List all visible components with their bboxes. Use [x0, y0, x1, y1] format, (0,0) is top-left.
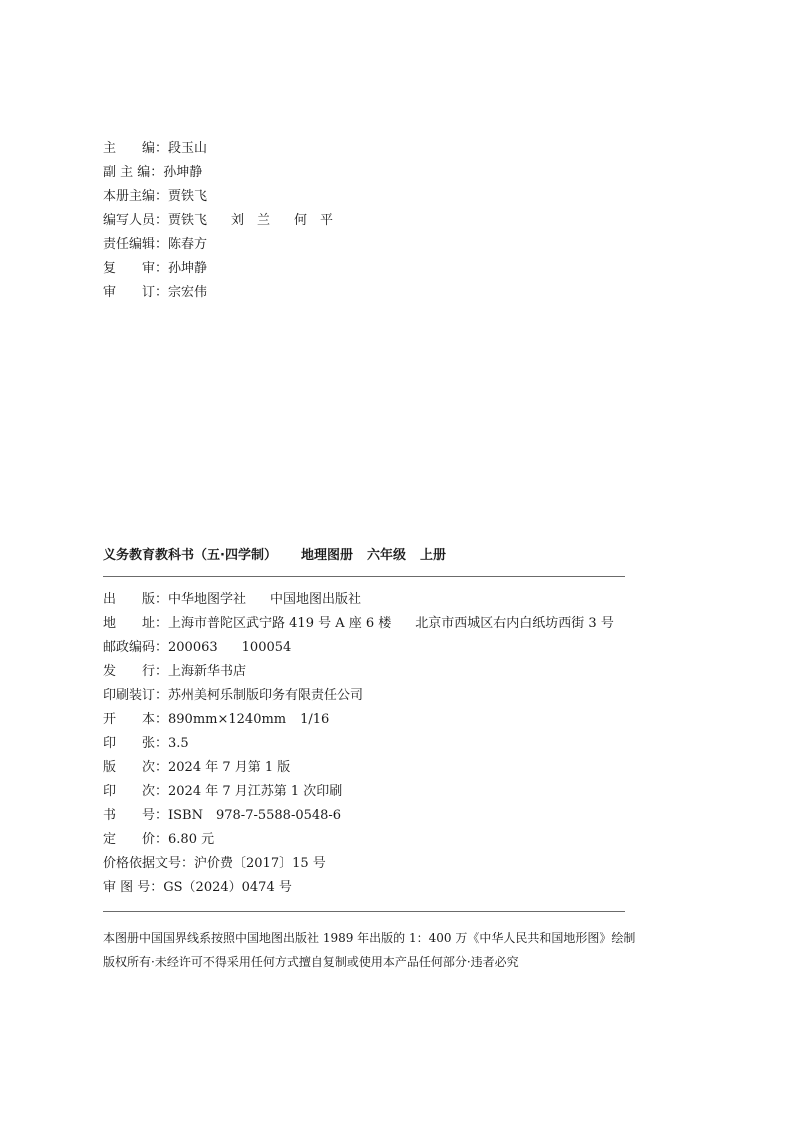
pub-label: 出 版： — [103, 592, 169, 607]
credit-writer-2: 刘 兰 — [231, 213, 271, 228]
pub-value-2: 北京市西城区右内白纸坊西街 3 号 — [415, 616, 614, 631]
pub-label: 印 张： — [103, 736, 169, 751]
credit-label: 编写人员： — [103, 213, 169, 228]
pub-value: 2024 年 7 月江苏第 1 次印刷 — [168, 784, 343, 799]
pub-value: 890mm×1240mm — [168, 712, 287, 727]
credit-label: 复 审： — [103, 261, 169, 276]
pub-value: ISBN 978-7-5588-0548-6 — [168, 808, 342, 823]
pub-value: 上海新华书店 — [168, 664, 247, 679]
credit-value: 段玉山 — [168, 141, 208, 156]
credit-label: 本册主编： — [103, 189, 169, 204]
credit-chief-editor — [103, 141, 207, 157]
pub-label: 印 次： — [103, 784, 169, 799]
credit-writers — [103, 213, 333, 229]
credit-value: 贾铁飞 — [168, 189, 208, 204]
credit-label: 副 主 编： — [103, 165, 164, 180]
pub-value-2: 100054 — [241, 640, 292, 655]
pub-impression — [103, 784, 342, 800]
credit-value: 孙坤静 — [163, 165, 203, 180]
book-title — [103, 544, 446, 563]
pub-label: 印刷装订： — [103, 688, 169, 703]
credit-responsible-editor — [103, 237, 207, 253]
boundary-note: 本图册中国国界线系按照中国地图出版社 1989 年出版的 1：400 万《中华人民共和国地形图》绘制 — [103, 931, 636, 945]
credit-writer-3: 何 平 — [294, 213, 334, 228]
pub-address — [103, 616, 614, 632]
credit-deputy-editor — [103, 165, 202, 181]
pub-label: 价格依据文号： — [103, 856, 195, 871]
pub-label: 邮政编码： — [103, 640, 169, 655]
pub-label: 地 址： — [103, 616, 169, 631]
copyright-note: 版权所有·未经许可不得采用任何方式擅自复制或使用本产品任何部分·违者必究 — [103, 955, 519, 969]
pub-price — [103, 832, 214, 848]
credit-value: 陈春方 — [168, 237, 208, 252]
credit-label: 责任编辑： — [103, 237, 169, 252]
credit-value: 宗宏伟 — [168, 285, 208, 300]
credit-label: 主 编： — [103, 141, 169, 156]
pub-map-review — [103, 880, 292, 896]
pub-postcode — [103, 640, 291, 656]
book-volume: 上册 — [419, 548, 446, 563]
pub-label: 开 本： — [103, 712, 169, 727]
pub-price-doc — [103, 856, 326, 872]
pub-value: 上海市普陀区武宁路 419 号 A 座 6 楼 — [168, 616, 392, 631]
credit-volume-editor — [103, 189, 207, 205]
pub-label: 定 价： — [103, 832, 169, 847]
pub-label: 版 次： — [103, 760, 169, 775]
pub-distributor — [103, 664, 246, 680]
pub-format — [103, 712, 329, 728]
pub-value: 2024 年 7 月第 1 版 — [168, 760, 291, 775]
pub-edition — [103, 760, 290, 776]
divider-bottom — [103, 911, 625, 912]
pub-publisher — [103, 592, 361, 608]
pub-value: GS（2024）0474 号 — [163, 880, 292, 895]
credit-final-reviewer — [103, 285, 207, 301]
pub-value: 200063 — [168, 640, 218, 655]
pub-value-2: 1/16 — [300, 712, 330, 727]
credit-reviewer — [103, 261, 207, 277]
book-grade: 六年级 — [366, 548, 406, 563]
divider-top — [103, 576, 625, 577]
pub-value: 3.5 — [168, 736, 189, 751]
pub-value: 6.80 元 — [168, 832, 215, 847]
pub-value: 沪价费〔2017〕15 号 — [194, 856, 326, 871]
credit-value: 贾铁飞 — [168, 213, 208, 228]
credit-label: 审 订： — [103, 285, 169, 300]
book-subject: 地理图册 — [300, 548, 353, 563]
pub-printer — [103, 688, 363, 704]
pub-value-2: 中国地图出版社 — [270, 592, 362, 607]
book-series: 义务教育教科书（五·四学制） — [103, 548, 277, 563]
pub-label: 审 图 号： — [103, 880, 164, 895]
pub-label: 书 号： — [103, 808, 169, 823]
pub-value: 苏州美柯乐制版印务有限责任公司 — [168, 688, 364, 703]
credit-value: 孙坤静 — [168, 261, 208, 276]
pub-sheets — [103, 736, 189, 752]
pub-label: 发 行： — [103, 664, 169, 679]
pub-value: 中华地图学社 — [168, 592, 247, 607]
pub-isbn — [103, 808, 341, 824]
